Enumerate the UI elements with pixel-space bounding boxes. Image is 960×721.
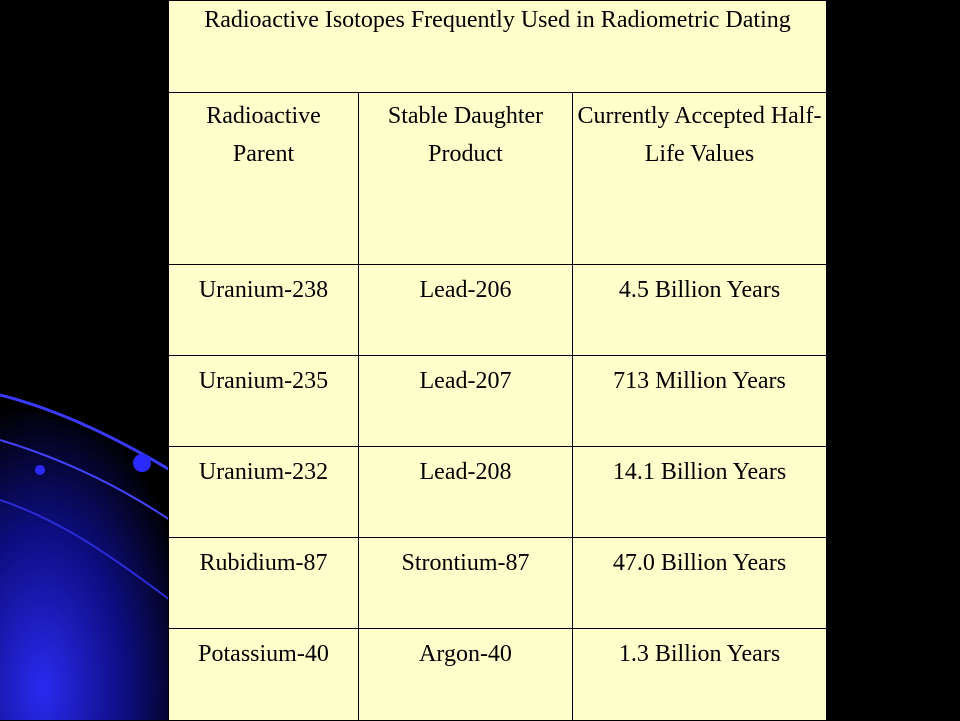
header-row <box>169 93 827 265</box>
table-row <box>169 538 827 629</box>
parent-cell: Uranium-235 <box>169 356 359 447</box>
table-row <box>169 629 827 721</box>
half-life-cell: 1.3 Billion Years <box>573 629 827 721</box>
table-title: Radioactive Isotopes Frequently Used in Radiometric Dating <box>169 1 827 93</box>
daughter-cell: Argon-40 <box>359 629 573 721</box>
header-daughter: Stable Daughter Product <box>359 93 573 265</box>
table-row <box>169 265 827 356</box>
daughter-cell: Lead-208 <box>359 447 573 538</box>
half-life-cell: 47.0 Billion Years <box>573 538 827 629</box>
table-row <box>169 447 827 538</box>
title-row <box>169 1 827 93</box>
half-life-cell: 14.1 Billion Years <box>573 447 827 538</box>
parent-cell: Uranium-232 <box>169 447 359 538</box>
parent-cell: Rubidium-87 <box>169 538 359 629</box>
half-life-cell: 713 Million Years <box>573 356 827 447</box>
half-life-cell: 4.5 Billion Years <box>573 265 827 356</box>
isotope-table <box>168 0 827 721</box>
parent-cell: Uranium-238 <box>169 265 359 356</box>
table-row <box>169 356 827 447</box>
parent-cell: Potassium-40 <box>169 629 359 721</box>
daughter-cell: Lead-207 <box>359 356 573 447</box>
blue-dot-large <box>133 454 151 472</box>
header-half-life: Currently Accepted Half-Life Values <box>573 93 827 265</box>
blue-dot-small <box>35 465 45 475</box>
daughter-cell: Strontium-87 <box>359 538 573 629</box>
header-parent: Radioactive Parent <box>169 93 359 265</box>
daughter-cell: Lead-206 <box>359 265 573 356</box>
